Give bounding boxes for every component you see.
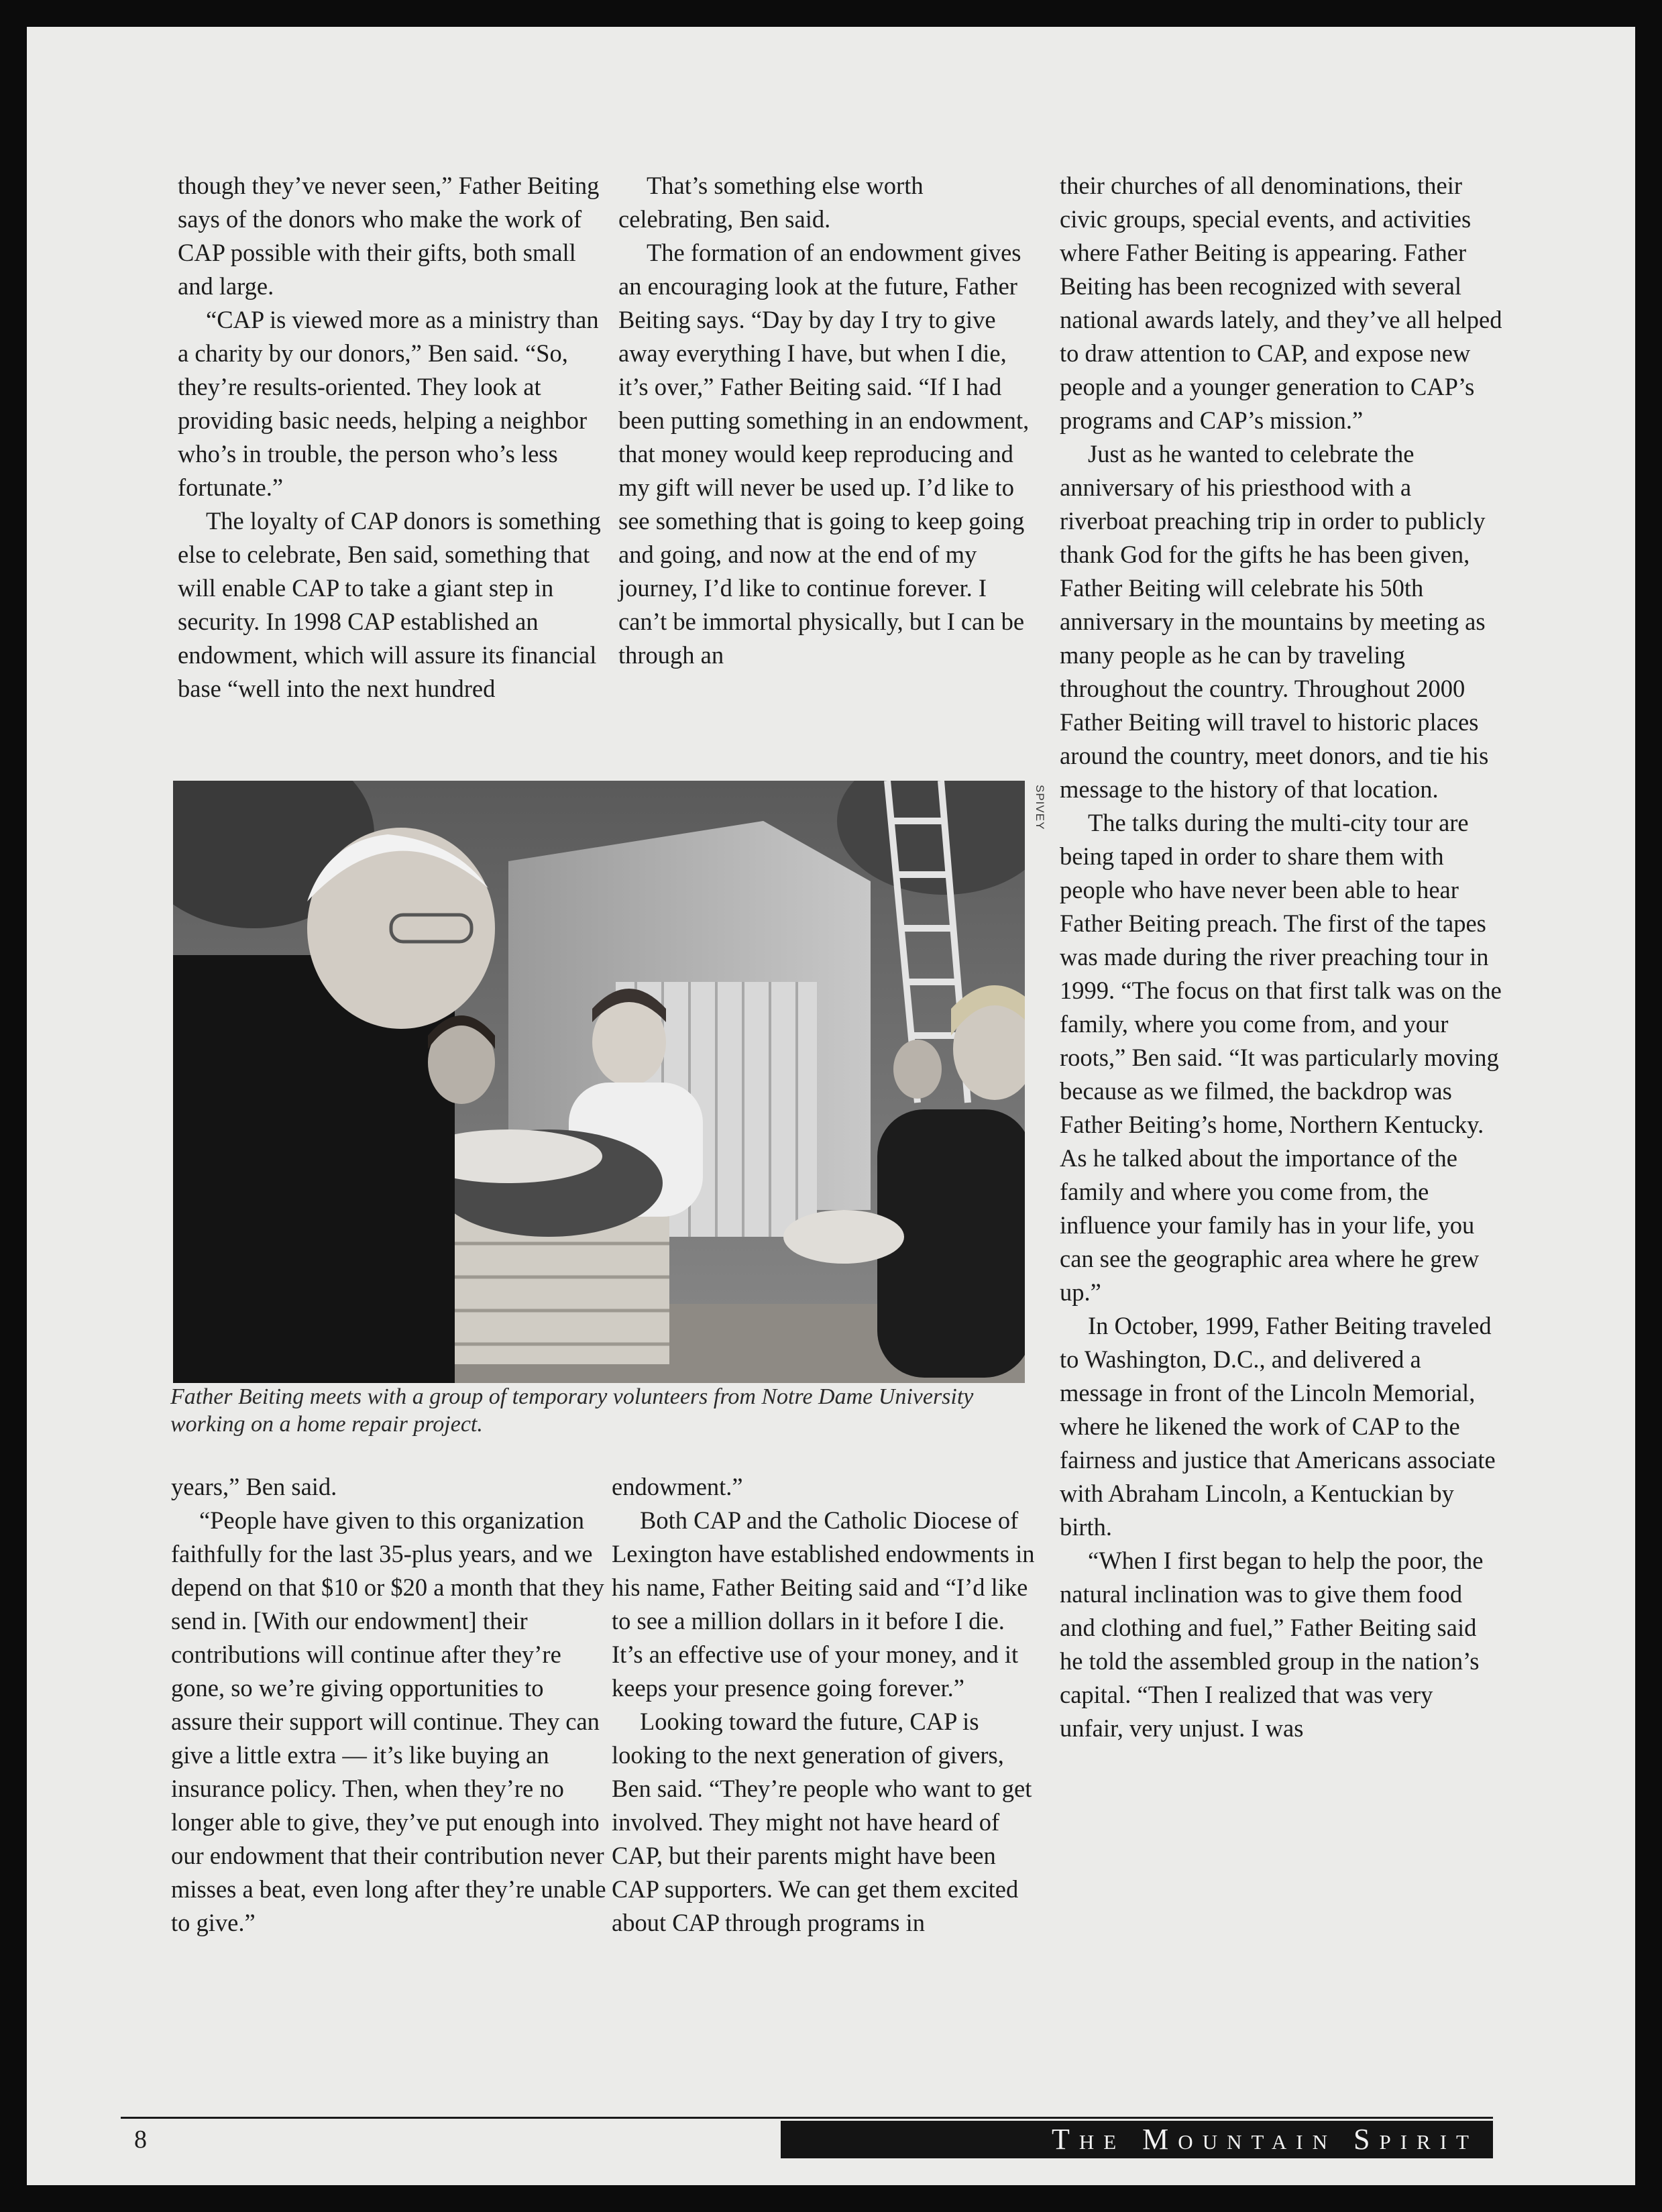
column-1-top [178,169,607,706]
column-1-bottom [171,1470,607,1940]
paragraph: though they’ve never seen,” Father Beiting says of the donors who make the work of CAP possible with their gifts, both small and large. [178,172,600,300]
paragraph: years,” Ben said. [171,1473,337,1500]
paragraph: The formation of an endowment gives an encouraging look at the future, Father Beiting says. “Day by day I try to give away everything I have, but when I die, it’s over,” Father Beiting said. “If I had been putting something in an endowment, that money would keep reproducing and my gift will never be used up. I’d like to see something that is going to keep going and going, and now at the end of my journey, I’d like to continue forever. I can’t be immortal physically, but I can be through an [618,239,1030,669]
photo-caption: Father Beiting meets with a group of temporary volunteers from Notre Dame University working on a home repair project. [170,1384,974,1437]
publication-masthead: The Mountain Spirit [781,2121,1493,2158]
volunteers-photo [173,781,1025,1383]
photo-illustration [173,781,1025,1383]
paragraph: Just as he wanted to celebrate the anniversary of his priesthood with a riverboat preaching trip in order to publicly thank God for the gifts he has been given, Father Beiting will celebrate his 50th anniversary in the mountains by meeting as many people as he can by traveling throughout the country. Throughout 2000 Father Beiting will travel to historic places around the country, meet donors, and tie his message to the history of that location. [1060,440,1489,803]
page-number: 8 [134,2125,147,2154]
paragraph: Looking toward the future, CAP is looking to the next generation of givers, Ben said. “They’re people who want to get involved. They might not have heard of CAP, but their parents might have been CAP supporters. We can get them excited about CAP through programs in [612,1708,1032,1936]
paragraph: “People have given to this organization faithfully for the last 35-plus years, and we depend on that $10 or $20 a month that they send in. [With our endowment] their contributions will continue after they’re gone, so we’re giving opportunities to assure their support will continue. They can give a little extra — it’s like buying an insurance policy. Then, when they’re no longer able to give, they’ve put enough into our endowment that their contribution never misses a beat, even long after they’re unable to give.” [171,1506,606,1936]
paragraph: Both CAP and the Catholic Diocese of Lexington have established endowments in his name, Father Beiting said and “I’d like to see a million dollars in it before I die. It’s an effective use of your money, and it keeps your presence going forever.” [612,1506,1035,1702]
paragraph: In October, 1999, Father Beiting traveled to Washington, D.C., and delivered a message in front of the Lincoln Memorial, where he likened the work of CAP to the fairness and justice that Americans associate with Abraham Lincoln, a Kentuckian by birth. [1060,1312,1496,1541]
paragraph: That’s something else worth celebrating, Ben said. [618,172,924,233]
photo-credit: SPIVEY [1034,785,1046,830]
paragraph: The talks during the multi-city tour are being taped in order to share them with people who have never been able to hear Father Beiting preach. The first of the tapes was made during the river preaching tour in 1999. “The focus on that first talk was on the family, where you come from, and your roots,” Ben said. “It was particularly moving because as we filmed, the backdrop was Father Beiting’s home, Northern Kentucky. As he talked about the importance of the family and where you come from, the influence your family has in your life, you can see the geographic area where he grew up.” [1060,809,1502,1306]
paragraph: “CAP is viewed more as a ministry than a charity by our donors,” Ben said. “So, they’re results-oriented. They look at providing basic needs, helping a neighbor who’s in trouble, the person who’s less fortunate.” [178,306,599,501]
paragraph: “When I first began to help the poor, the natural inclination was to give them food and clothing and fuel,” Father Beiting said he told the assembled group in the nation’s capital. “Then I realized that was very unfair, very unjust. I was [1060,1547,1484,1742]
column-2-top [618,169,1041,672]
footer-rule [121,2117,1493,2119]
column-3 [1060,169,1502,1745]
magazine-page [27,27,1635,2185]
paragraph: The loyalty of CAP donors is something else to celebrate, Ben said, something that will enable CAP to take a giant step in security. In 1998 CAP established an endowment, which will assure its financial base “well into the next hundred [178,507,601,702]
paragraph: their churches of all denominations, their civic groups, special events, and activities where Father Beiting is appearing. Father Beiting has been recognized with several national awards lately, and they’ve all helped to draw attention to CAP, and expose new people and a younger generation to CAP’s programs and CAP’s mission.” [1060,172,1502,434]
column-2-bottom [612,1470,1041,1940]
paragraph: endowment.” [612,1473,743,1500]
